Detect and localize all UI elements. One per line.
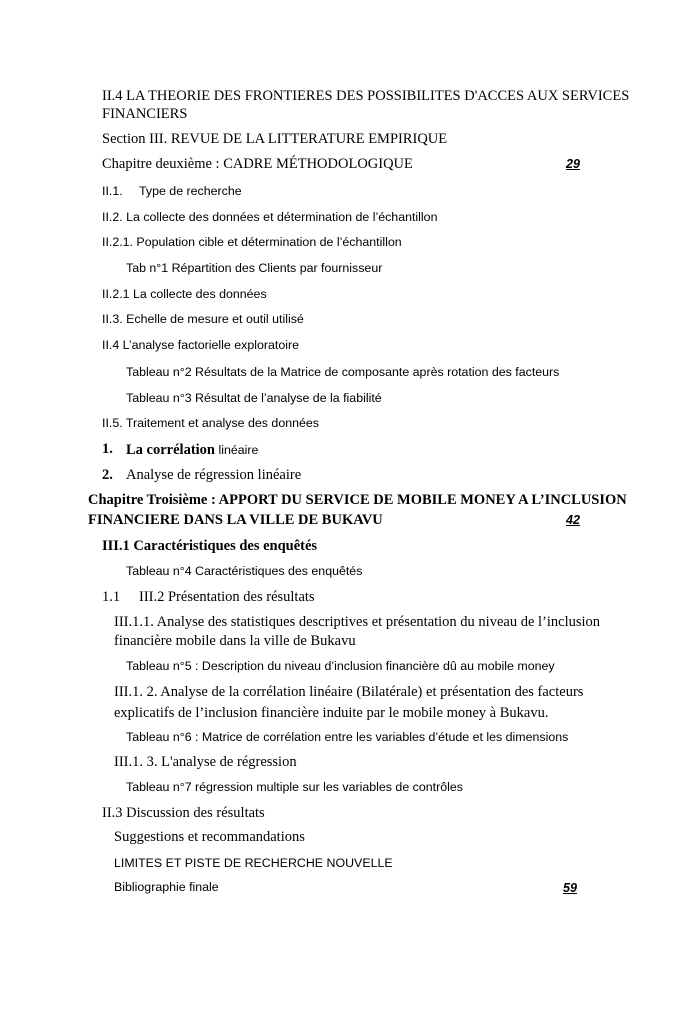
toc-entry-ii1-text: Type de recherche	[139, 184, 242, 198]
toc-entry-iii13: III.1. 3. L'analyse de régression	[114, 754, 297, 770]
toc-table-4: Tableau n°4 Caractéristiques des enquêtés	[126, 564, 363, 578]
toc-entry-suggestions: Suggestions et recommandations	[114, 829, 305, 845]
toc-chapter-three-page: 42	[566, 513, 581, 527]
toc-item-2-text: Analyse de régression linéaire	[126, 467, 302, 483]
toc-entry-bibliographie: Bibliographie finale	[114, 880, 219, 894]
toc-chapter-three-title: Chapitre Troisième : APPORT DU SERVICE DE MOBILE MONEY A L’INCLUSION	[88, 492, 627, 508]
toc-item-2-number: 2.	[102, 467, 113, 483]
toc-entry-iii12-cont: explicatifs de l’inclusion financière induite par le mobile money à Bukavu.	[114, 705, 549, 721]
toc-entry-iii11: III.1.1. Analyse des statistiques descriptives et présentation du niveau de l’inclusion	[114, 614, 601, 630]
toc-chapter-two-page: 29	[566, 157, 581, 171]
toc-entry-ii5: II.5. Traitement et analyse des données	[102, 416, 319, 430]
toc-item-1	[126, 442, 258, 458]
toc-item-1-rest: linéaire	[215, 443, 259, 457]
toc-entry-ii1-number: II.1.	[102, 184, 123, 198]
toc-entry-11-number: 1.1	[102, 589, 121, 605]
toc-entry-ii2: II.2. La collecte des données et détermination de l’échantillon	[102, 210, 438, 224]
toc-table-2: Tableau n°2 Résultats de la Matrice de composante après rotation des facteurs	[126, 365, 560, 379]
toc-table-6: Tableau n°6 : Matrice de corrélation entre les variables d’étude et les dimensions	[126, 730, 569, 744]
toc-entry-iii12: III.1. 2. Analyse de la corrélation linéaire (Bilatérale) et présentation des facteurs	[114, 684, 584, 700]
toc-item-1-number: 1.	[102, 441, 113, 457]
toc-entry-section-iii: Section III. REVUE DE LA LITTERATURE EMPIRIQUE	[102, 131, 448, 147]
toc-entry-ii3-discussion: II.3 Discussion des résultats	[102, 805, 265, 821]
toc-bibliographie-page: 59	[563, 881, 578, 895]
toc-item-1-bold: La corrélation	[126, 442, 215, 458]
toc-entry-ii21-collecte: II.2.1 La collecte des données	[102, 287, 267, 301]
toc-entry-iii11-cont: financière mobile dans la ville de Bukavu	[114, 633, 356, 649]
toc-entry-limites: LIMITES ET PISTE DE RECHERCHE NOUVELLE	[114, 856, 393, 870]
toc-entry-ii4-theorie: II.4 LA THEORIE DES FRONTIERES DES POSSIBILITES D'ACCES AUX SERVICES	[102, 88, 630, 104]
toc-table-7: Tableau n°7 régression multiple sur les variables de contrôles	[126, 780, 463, 794]
toc-entry-ii21-population: II.2.1. Population cible et détermination de l’échantillon	[102, 235, 402, 249]
toc-entry-ii4-theorie-cont: FINANCIERS	[102, 106, 188, 122]
toc-table-3: Tableau n°3 Résultat de l’analyse de la fiabilité	[126, 391, 382, 405]
toc-chapter-two-title: Chapitre deuxième : CADRE MÉTHODOLOGIQUE	[102, 156, 413, 172]
toc-chapter-three-title-cont: FINANCIERE DANS LA VILLE DE BUKAVU	[88, 512, 383, 528]
toc-entry-iii2: III.2 Présentation des résultats	[139, 589, 315, 605]
toc-entry-ii3: II.3. Echelle de mesure et outil utilisé	[102, 312, 304, 326]
toc-entry-ii4-analyse: II.4 L’analyse factorielle exploratoire	[102, 338, 299, 352]
toc-table-1: Tab n°1 Répartition des Clients par fournisseur	[126, 261, 383, 275]
toc-table-5: Tableau n°5 : Description du niveau d’inclusion financière dû au mobile money	[126, 659, 555, 673]
toc-entry-iii1: III.1 Caractéristiques des enquêtés	[102, 538, 318, 554]
